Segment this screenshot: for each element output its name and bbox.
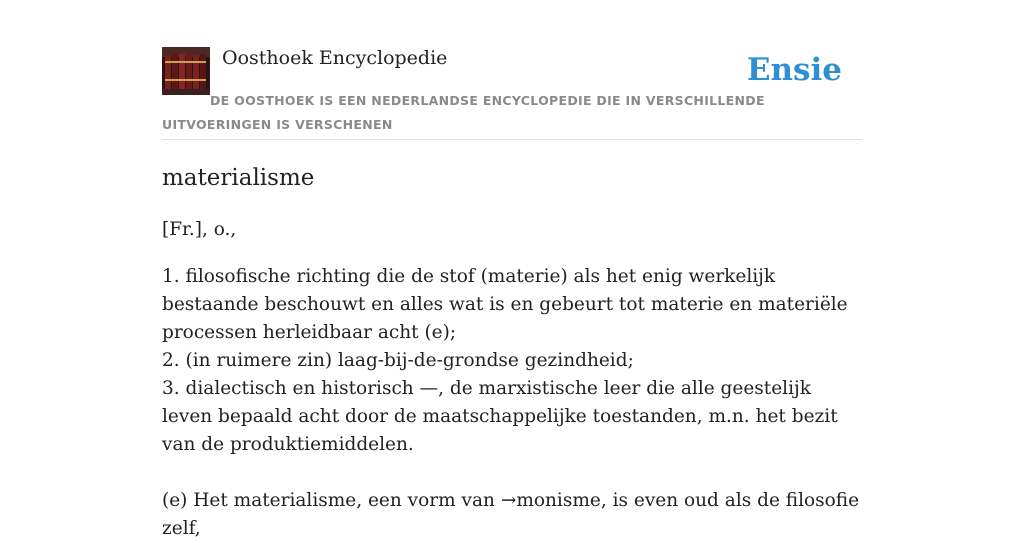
paragraph-spacer [162, 459, 862, 487]
entry-definitions [162, 263, 862, 543]
page [162, 0, 862, 539]
site-title[interactable]: Oosthoek Encyclopedie [222, 47, 448, 69]
definition-3: 3. dialectisch en historisch —, de marxistische leer die alle geestelijk leven bepaald acht door de maatschappelijke toestanden, m.n. het bezit van de produktiemiddelen. [162, 378, 838, 455]
definition-1: 1. filosofische richting die de stof (materie) als het enig werkelijk bestaande beschouwt en alles wat is en gebeurt tot materie en materiële processen herleidbaar acht (e); [162, 266, 848, 343]
entry-note-suffix: , is even oud als de filosofie zelf, [162, 490, 860, 539]
entry-note [162, 487, 862, 543]
book-spines-icon [162, 47, 210, 95]
entry-note-prefix: (e) Het materialisme, een vorm van [162, 490, 501, 511]
site-header [162, 0, 862, 140]
entry-title: materialisme [162, 165, 315, 191]
brand-logo[interactable]: Ensie [746, 52, 842, 88]
site-tagline: DE OOSTHOEK IS EEN NEDERLANDSE ENCYCLOPEDIE DIE IN VERSCHILLENDE UITVOERINGEN IS VERSCHENEN [162, 93, 765, 132]
entry-etymology: [Fr.], o., [162, 219, 237, 240]
avatar[interactable] [162, 47, 210, 95]
crossref-monisme-link[interactable]: →monisme [500, 490, 601, 511]
definition-2: 2. (in ruimere zin) laag-bij-de-grondse gezindheid; [162, 350, 634, 371]
